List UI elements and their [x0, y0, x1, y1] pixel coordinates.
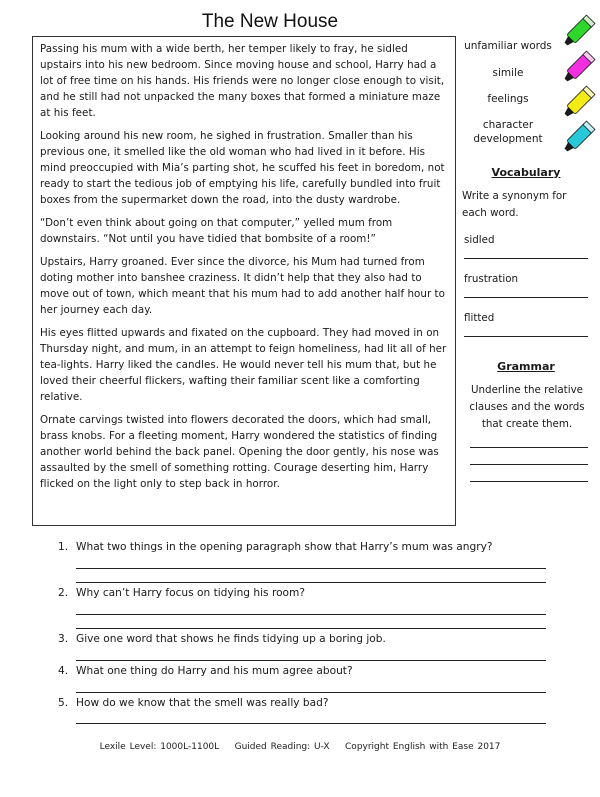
question-2	[58, 587, 305, 599]
answer-line[interactable]	[76, 568, 546, 569]
vocab-answer-line[interactable]	[464, 258, 588, 259]
story-paragraph: Passing his mum with a wide berth, her temper likely to fray, he sidled upstairs into his new bedroom. Since moving house and school, Harry had a lot of free time on his hands. His friends were no longer close enough to visit, and he still had not unpacked the many boxes that formed a miniature maze at his feet.	[40, 43, 445, 119]
vocab-word-frustration: frustration	[464, 273, 519, 285]
story-paragraph: Upstairs, Harry groaned. Ever since the divorce, his Mum had turned from doting mother into banshee craziness. It didn’t help that they also had to move out of town, which meant that his mum had to add another half hour to her journey each day.	[40, 256, 445, 316]
answer-line[interactable]	[76, 723, 546, 724]
question-number: 2.	[58, 587, 69, 599]
key-feelings: feelings	[487, 93, 529, 105]
question-text: How do we know that the smell was really bad?	[76, 697, 329, 709]
answer-line[interactable]	[76, 582, 546, 583]
question-text: Why can’t Harry focus on tidying his room?	[76, 587, 305, 599]
answer-line[interactable]	[76, 614, 546, 615]
question-text: What one thing do Harry and his mum agree about?	[76, 665, 353, 677]
worksheet-title: The New House	[201, 11, 339, 32]
question-text: Give one word that shows he finds tidying up a boring job.	[76, 633, 386, 645]
highlighter-icons	[558, 10, 600, 160]
grammar-instruction: Underline the relative clauses and the words that create them.	[469, 384, 585, 430]
question-4	[58, 665, 353, 677]
vocabulary-heading: Vocabulary	[491, 166, 561, 179]
grammar-answer-line[interactable]	[470, 481, 588, 482]
story-paragraph: Ornate carvings twisted into flowers decorated the doors, which had small, brass knobs. For a fleeting moment, Harry wondered the statistics of finding another world behind the back panel. Opening the door gently, his nose was assaulted by the smell of something rotting. Courage deserting him, Harry flicked on the light only to step back in horror.	[40, 414, 439, 490]
grammar-heading: Grammar	[497, 360, 555, 373]
yellow-highlighter-icon	[562, 86, 595, 119]
key-character-development: character development	[473, 119, 543, 145]
answer-line[interactable]	[76, 660, 546, 661]
question-3	[58, 633, 386, 645]
question-number: 4.	[58, 665, 69, 677]
vocab-word-flitted: flitted	[464, 312, 495, 324]
question-number: 5.	[58, 697, 69, 709]
footer-credits: Lexile Level: 1000L-1100L Guided Reading: U-X Copyright English with Ease 2017	[99, 742, 501, 752]
key-unfamiliar-words: unfamiliar words	[464, 40, 552, 52]
grammar-answer-line[interactable]	[470, 464, 588, 465]
answer-line[interactable]	[76, 692, 546, 693]
vocab-word-sidled: sidled	[464, 234, 495, 246]
vocabulary-instruction: Write a synonym for each word.	[462, 190, 567, 219]
question-number: 3.	[58, 633, 69, 645]
story-paragraph: “Don’t even think about going on that computer,” yelled mum from downstairs. “Not until you have tidied that bombsite of a room!”	[40, 217, 393, 245]
question-text: What two things in the opening paragraph show that Harry’s mum was angry?	[76, 541, 493, 553]
question-5	[58, 697, 328, 709]
key-simile: simile	[492, 67, 524, 79]
answer-line[interactable]	[76, 628, 546, 629]
question-1	[58, 541, 493, 553]
question-number: 1.	[58, 541, 69, 553]
vocab-answer-line[interactable]	[464, 297, 588, 298]
vocab-answer-line[interactable]	[464, 336, 588, 337]
green-highlighter-icon	[562, 15, 595, 48]
story-paragraph: Looking around his new room, he sighed in frustration. Smaller than his previous one, it smelled like the old woman who had lived in it before. His mind preoccupied with Mia’s parting shot, he scuffed his feet in boredom, not ready to start the tedious job of emptying his life, carefully bundled into fruit boxes from the supermarket down the road, into the dusty wardrobe.	[40, 130, 445, 206]
pink-highlighter-icon	[562, 51, 595, 84]
story-paragraph: His eyes flitted upwards and fixated on the cupboard. They had moved in on Thursday night, and mum, in an attempt to feign homeliness, had lit all of her tea-lights. Harry liked the candles. He would never tell his mum that, but he loved their cheerful flickers, wafting their familiar scent like a comforting relative.	[40, 327, 447, 403]
story-passage	[32, 36, 456, 526]
blue-highlighter-icon	[562, 121, 595, 154]
grammar-answer-line[interactable]	[470, 447, 588, 448]
